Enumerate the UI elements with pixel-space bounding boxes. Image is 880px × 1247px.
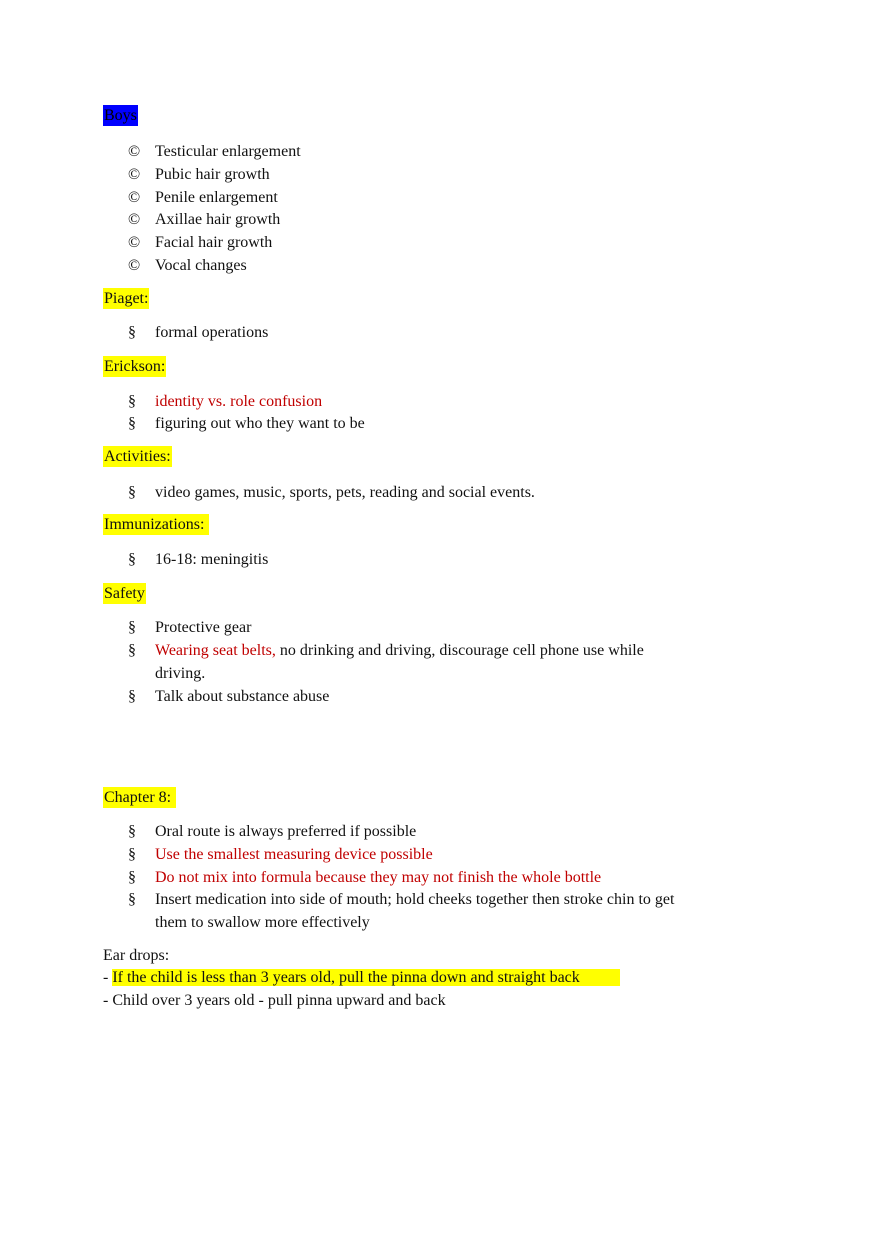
list-item: § Use the smallest measuring device possible <box>0 843 880 866</box>
list-item: § Wearing seat belts, no drinking and driving, discourage cell phone use while driving. <box>0 639 880 685</box>
ear-drops-line-2: - Child over 3 years old - pull pinna upward and back <box>103 992 446 1009</box>
safety-list <box>0 616 880 708</box>
list-item: § Insert medication into side of mouth; hold cheeks together then stroke chin to get them to swallow more effectively <box>0 888 880 934</box>
section-bullet-icon: § <box>128 415 136 432</box>
section-bullet-icon: § <box>128 551 136 568</box>
immunizations-heading: Immunizations: <box>104 516 209 533</box>
section-bullet-icon: § <box>128 393 136 410</box>
list-item: § figuring out who they want to be <box>0 412 880 435</box>
section-bullet-icon: § <box>128 484 136 501</box>
erickson-heading: Erickson: <box>104 358 166 375</box>
list-item: § Protective gear <box>0 616 880 639</box>
chapter-8-list <box>0 820 880 934</box>
section-bullet-icon: § <box>128 891 136 908</box>
list-item: © Facial hair growth <box>0 231 880 254</box>
activities-heading: Activities: <box>104 448 171 465</box>
safety-heading: Safety <box>104 585 145 602</box>
ear-drops-title: Ear drops: <box>103 947 170 964</box>
section-bullet-icon: § <box>128 642 136 659</box>
copyright-bullet-icon: © <box>128 189 141 206</box>
section-bullet-icon: § <box>128 324 136 341</box>
list-item: § Talk about substance abuse <box>0 685 880 708</box>
copyright-bullet-icon: © <box>128 234 141 251</box>
copyright-bullet-icon: © <box>128 211 141 228</box>
section-bullet-icon: § <box>128 619 136 636</box>
list-item: © Penile enlargement <box>0 186 880 208</box>
section-bullet-icon: § <box>128 823 136 840</box>
section-bullet-icon: § <box>128 869 136 886</box>
copyright-bullet-icon: © <box>128 166 141 183</box>
copyright-bullet-icon: © <box>128 143 141 160</box>
list-item: © Vocal changes <box>0 254 880 277</box>
chapter-8-heading: Chapter 8: <box>104 789 176 806</box>
piaget-heading: Piaget: <box>104 290 149 307</box>
section-bullet-icon: § <box>128 846 136 863</box>
list-item: © Pubic hair growth <box>0 163 880 186</box>
copyright-bullet-icon: © <box>128 257 141 274</box>
list-item: © Testicular enlargement <box>0 140 880 163</box>
erickson-list <box>0 390 880 435</box>
boys-list <box>0 140 880 277</box>
boys-heading: Boys <box>104 107 137 124</box>
ear-drops-line-1: - If the child is less than 3 years old, pull the pinna down and straight back <box>103 966 620 989</box>
list-item: § Oral route is always preferred if possible <box>0 820 880 843</box>
list-item: § Do not mix into formula because they may not finish the whole bottle <box>0 866 880 888</box>
list-item: § identity vs. role confusion <box>0 390 880 412</box>
document-page: Boys © Testicular enlargement © Pubic hair growth © Penile enlargement © Axillae hair growth © Facial hair growth © Vocal changes Piaget: § formal operations Erickson: § identity vs. role confusion § figuring out who they want to be Activities: § video games, music, sports, pets, reading and social events. Immunizations: § 16-18: meningitis Safety § Protective gear § Wearing seat belts, no drinking and driving, discourage cell phone use while driving. § Talk about substance abuse Chapter 8: § Oral route is always preferred if possible § Use the smallest measuring device possible § Do not mix into formula because they may not finish the whole bottle § Insert medication into side of mouth; hold cheeks together then stroke chin to get them to swallow more effectively Ear drops: - If the child is less than 3 years old, pull the pinna down and straight back - Child over 3 years old - pull pinna upward and back <box>0 0 880 1247</box>
list-item: © Axillae hair growth <box>0 208 880 231</box>
section-bullet-icon: § <box>128 688 136 705</box>
